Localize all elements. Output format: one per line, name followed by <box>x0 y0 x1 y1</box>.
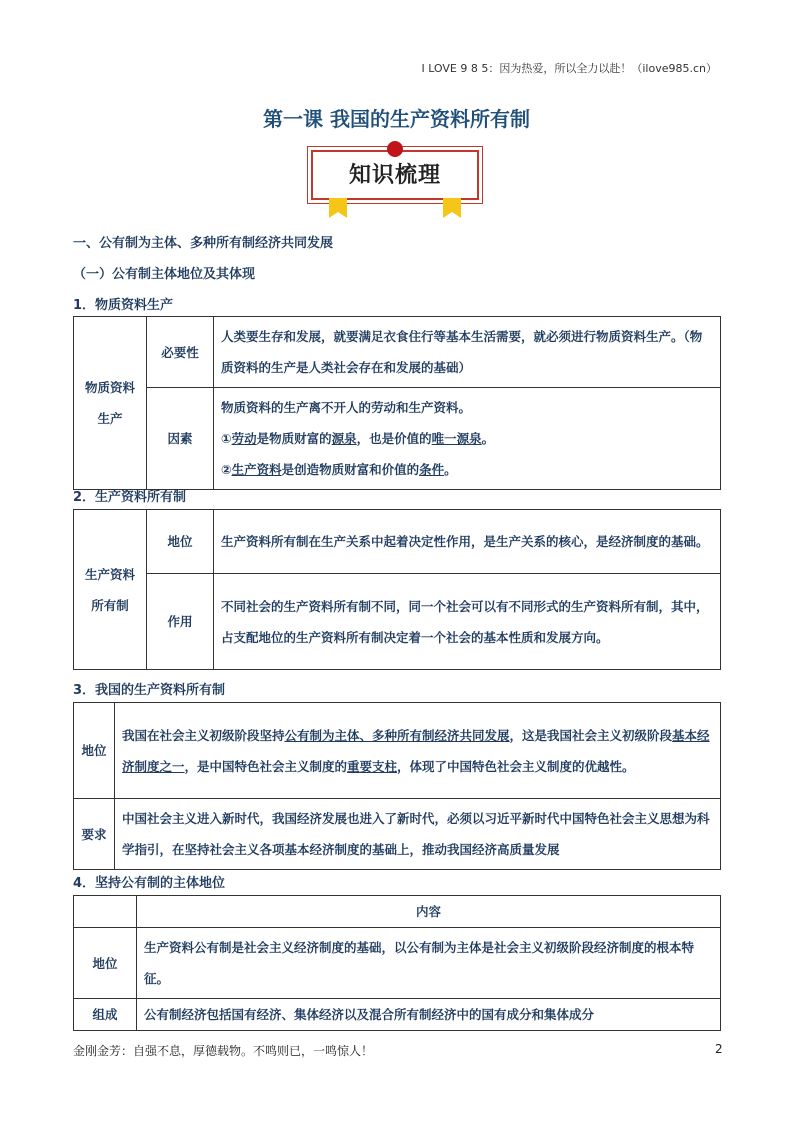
badge-label: 知识梳理 <box>348 163 441 188</box>
subsection-heading-1: （一）公有制主体地位及其体现 <box>73 267 256 282</box>
table2-main-label: 生产资料所有制 <box>74 510 147 670</box>
table1-row2-label: 因素 <box>147 388 214 490</box>
text-span: ，这是我国社会主义初级阶段 <box>509 727 673 743</box>
table2-row1-text: 生产资料所有制在生产关系中起着决定性作用，是生产关系的核心，是经济制度的基础。 <box>214 510 721 574</box>
heading-material-production: 1．物质资料生产 <box>73 298 174 313</box>
text-span: 。 <box>444 462 457 477</box>
page-title: 第一课 我国的生产资料所有制 <box>263 107 530 131</box>
table2-row2-label: 作用 <box>147 574 214 670</box>
text-span: 劳动 <box>231 431 257 446</box>
text-span: 我国在社会主义初级阶段坚持 <box>122 727 285 743</box>
text-span: ② <box>221 462 232 477</box>
text-span: 是物质财富的 <box>256 431 332 446</box>
table4-header-empty <box>74 896 137 928</box>
table1-row1-label: 必要性 <box>147 317 214 388</box>
ribbon-left-icon <box>329 198 347 218</box>
footer-motto: 金刚金芳：自强不息，厚德载物。不鸣则已，一鸣惊人！ <box>73 1044 374 1058</box>
text-span: 唯一源泉 <box>431 431 482 446</box>
text-span: ① <box>221 431 232 446</box>
table1-row2-line3 <box>221 454 713 485</box>
text-span: 生产资料 <box>231 462 282 477</box>
table-ownership <box>73 509 721 670</box>
table1-row2-line2 <box>221 423 713 454</box>
text-span: 源泉 <box>331 431 357 446</box>
table3-row1-cell <box>115 703 721 799</box>
table4-row1-text: 生产资料公有制是社会主义经济制度的基础，以公有制为主体是社会主义初级阶段经济制度的根本特征。 <box>137 928 721 999</box>
text-span: 基本经济制度之一 <box>122 727 710 774</box>
text-span: 重要支柱 <box>347 758 398 774</box>
table3-row2-text: 中国社会主义进入新时代，我国经济发展也进入了新时代，必须以习近平新时代中国特色社会主义思想为科学指引，在坚持社会主义各项基本经济制度的基础上，推动我国经济高质量发展 <box>115 799 721 870</box>
red-pin-icon <box>387 141 403 157</box>
ribbon-right-icon <box>443 198 461 218</box>
table-material-production <box>73 316 721 490</box>
table1-row1-text: 人类要生存和发展，就要满足衣食住行等基本生活需要，就必须进行物质资料生产。（物质资料的生产是人类社会存在和发展的基础） <box>214 317 721 388</box>
table-public-ownership <box>73 895 721 1031</box>
table1-row2-line1: 物质资料的生产离不开人的劳动和生产资料。 <box>221 400 472 415</box>
table4-row1-label: 地位 <box>74 928 137 999</box>
table2-row2-text: 不同社会的生产资料所有制不同，同一个社会可以有不同形式的生产资料所有制，其中，占支配地位的生产资料所有制决定着一个社会的基本性质和发展方向。 <box>214 574 721 670</box>
table4-row2-label: 组成 <box>74 999 137 1031</box>
text-span: ，是中国特色社会主义制度的 <box>184 758 348 774</box>
heading-china-ownership: 3．我国的生产资料所有制 <box>73 683 226 698</box>
page-number: 2 <box>715 1042 723 1056</box>
text-span: 公有制为主体、多种所有制经济共同发展 <box>284 727 510 743</box>
text-span: 。 <box>481 431 495 446</box>
section-heading-1: 一、公有制为主体、多种所有制经济共同发展 <box>73 236 334 251</box>
section-badge <box>307 146 483 204</box>
text-span: ，也是价值的 <box>356 431 432 446</box>
page-header: I LOVE 9 8 5：因为热爱，所以全力以赴！（ilove985.cn） <box>421 62 717 75</box>
table3-row1-label: 地位 <box>74 703 115 799</box>
table4-row2-text: 公有制经济包括国有经济、集体经济以及混合所有制经济中的国有成分和集体成分 <box>137 999 721 1031</box>
table1-row2-cell <box>214 388 721 490</box>
heading-ownership: 2．生产资料所有制 <box>73 490 187 505</box>
text-span: ，体现了中国特色社会主义制度的优越性。 <box>397 758 635 774</box>
table2-row1-label: 地位 <box>147 510 214 574</box>
table-china-ownership <box>73 702 721 870</box>
heading-public-ownership: 4．坚持公有制的主体地位 <box>73 876 226 891</box>
table3-row2-label: 要求 <box>74 799 115 870</box>
table4-header-content: 内容 <box>137 896 721 928</box>
text-span: 是创造物质财富和价值的 <box>281 462 420 477</box>
table1-main-label: 物质资料生产 <box>74 317 147 490</box>
text-span: 条件 <box>419 462 445 477</box>
